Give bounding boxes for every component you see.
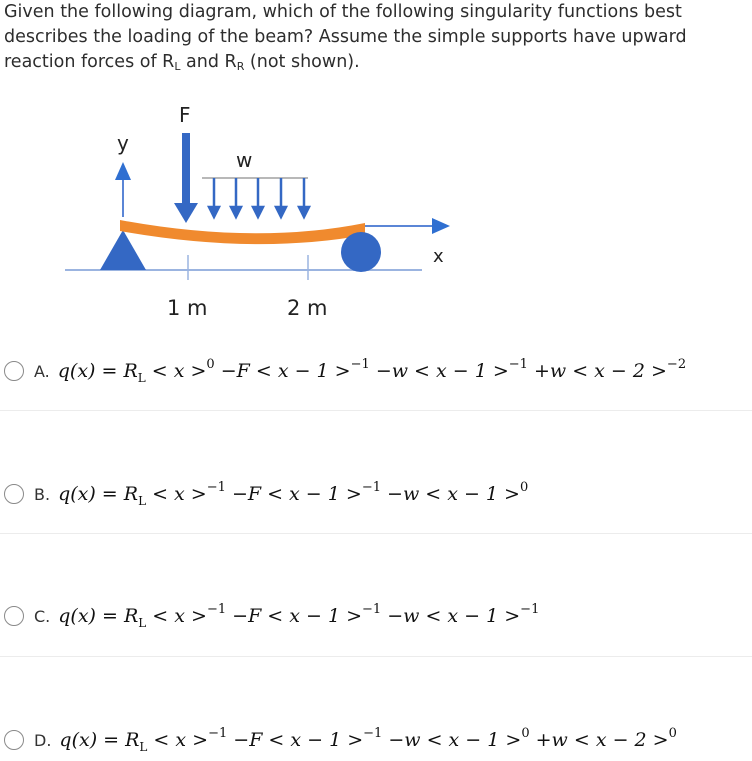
option-d-letter: D.	[34, 730, 52, 750]
pin-support	[100, 230, 146, 270]
point-force-arrowhead	[174, 203, 198, 223]
option-a-letter: A.	[34, 361, 50, 381]
option-b-equation: $q(x) = R_L < x >^{-1} -F < x - 1 >^{-1} -w < x - 1 >^0$	[58, 480, 529, 508]
separator	[0, 533, 752, 534]
option-d-radio[interactable]	[4, 730, 24, 750]
separator	[0, 656, 752, 657]
option-a-radio[interactable]	[4, 361, 24, 381]
load-label: w	[236, 148, 253, 172]
separator	[0, 410, 752, 411]
roller-support	[341, 232, 381, 272]
option-d[interactable]	[4, 720, 677, 760]
y-axis-label: y	[117, 131, 129, 155]
option-a[interactable]	[4, 351, 686, 391]
option-b-letter: B.	[34, 484, 51, 504]
x-axis-label: x	[433, 246, 444, 267]
beam	[120, 220, 365, 244]
option-d-equation: $q(x) = R_L < x >^{-1} -F < x - 1 >^{-1} -w < x - 1 >^0 +w < x - 2 >^0$	[59, 726, 677, 754]
force-label: F	[179, 103, 191, 127]
option-a-equation: $q(x) = R_L < x >^0 -F < x - 1 >^{-1} -w < x - 1 >^{-1} +w < x - 2 >^{-2}$	[57, 357, 687, 385]
option-c-radio[interactable]	[4, 606, 24, 626]
mark-2m-label: 2 m	[287, 296, 328, 320]
option-b-radio[interactable]	[4, 484, 24, 504]
mark-1m-label: 1 m	[167, 296, 208, 320]
question-text: Given the following diagram, which of the following singularity functions best describes the loading of the beam? Assume the simple supports have upward reaction forces of $R_L$ and $R_R$ (not shown).	[4, 2, 687, 73]
distributed-load-arrows	[209, 178, 309, 217]
option-c[interactable]	[4, 596, 539, 636]
beam-diagram	[50, 95, 470, 330]
option-c-letter: C.	[34, 606, 51, 626]
option-c-equation: $q(x) = R_L < x >^{-1} -F < x - 1 >^{-1} -w < x - 1 >^{-1}$	[58, 602, 540, 630]
option-b[interactable]	[4, 474, 528, 514]
